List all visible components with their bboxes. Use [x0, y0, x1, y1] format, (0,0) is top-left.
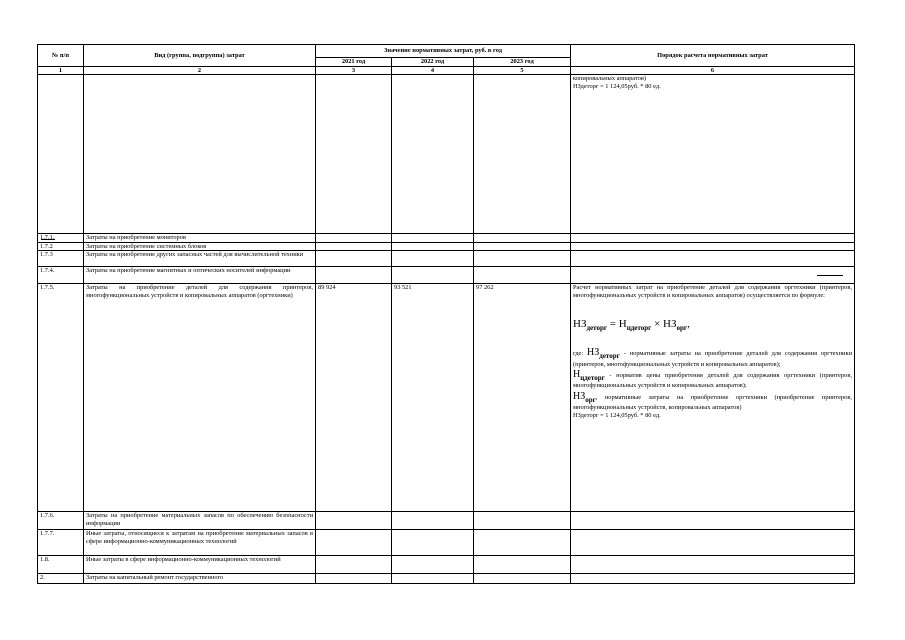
index-cell: 4	[392, 67, 474, 75]
row-number: 1.7.6.	[38, 512, 84, 530]
header-year-2021: 2021 год	[316, 58, 392, 67]
table-row	[38, 530, 855, 556]
row-number: 1.7.5.	[38, 284, 84, 512]
stray-line	[41, 239, 55, 240]
table-row	[38, 251, 855, 267]
continuation-row	[38, 75, 855, 234]
header-num: № п/п	[38, 45, 84, 67]
index-cell: 1	[38, 67, 84, 75]
header-row	[38, 45, 855, 58]
definition-2: $Н_{цдеторг}$ - норматив цены приобретения деталей для содержания оргтехники (принтеров, многофункциональных устройств и копировальных аппаратов);	[573, 369, 852, 390]
header-type: Вид (группа, подгруппа) затрат	[84, 45, 316, 67]
table-row	[38, 284, 855, 512]
index-row	[38, 67, 855, 75]
row-name: Затраты на приобретение системных блоков	[84, 242, 316, 250]
row-name: Затраты на приобретение материальных запасов по обеспечению безопасности информации	[84, 512, 316, 530]
definition-1: где: $НЗ_{деторг}$ - нормативные затраты на приобретение деталей для содержания оргтехники (принтеров, многофункциональных устройств и копировальных аппаратов);	[573, 347, 852, 368]
row-name: Затраты на приобретение магнитных и оптических носителей информации	[84, 267, 316, 284]
table-row	[38, 242, 855, 250]
table-row	[38, 512, 855, 530]
row-name: Затраты на приобретение других запасных частей для вычислительной техники	[84, 251, 316, 267]
index-cell: 2	[84, 67, 316, 75]
calc-result: НЗдеторг = 1 124,05руб. * 80 ед.	[573, 411, 661, 419]
index-cell: 5	[474, 67, 571, 75]
continuation-cell	[571, 75, 855, 234]
row-name: Затраты на приобретение мониторов	[84, 234, 316, 242]
row-number: 1.8.	[38, 556, 84, 574]
value-2022: 93 521	[392, 284, 474, 512]
row-number: 1.7.1.	[38, 234, 84, 242]
table-row	[38, 234, 855, 242]
calculation-cell	[571, 284, 855, 512]
table-row	[38, 267, 855, 284]
row-name: Затраты на приобретение деталей для содержания принтеров, многофункциональных устройств и копировальных аппаратов (оргтехники)	[84, 284, 316, 512]
header-year-2023: 2023 год	[474, 58, 571, 67]
stray-line	[817, 275, 843, 276]
row-name: Иные затраты, относящиеся к затратам на приобретение материальных запасов в сфере информационно-коммуникационных технологий	[84, 530, 316, 556]
row-name: Затраты на капитальный ремонт государственного	[84, 574, 316, 584]
table-row	[38, 556, 855, 574]
continuation-line: копировальных аппаратов)	[573, 75, 646, 83]
row-number: 1.7.3	[38, 251, 84, 267]
calc-intro: Расчет нормативных затрат на приобретение деталей для содержания оргтехники (принтеров, многофункциональных устройств и копировальных аппаратов) осуществляется по формуле:	[573, 284, 852, 299]
table-row	[38, 574, 855, 584]
row-number: 1.7.7.	[38, 530, 84, 556]
formula: $НЗ_{деторг} = Н_{цдеторг} \times НЗ_{орг}$,	[573, 318, 690, 333]
row-number: 1.7.2	[38, 242, 84, 250]
continuation-result: НЗдеторг = 1 124,05руб. * 80 ед.	[573, 82, 661, 90]
definition-3: $НЗ_{орг}$, нормативные затраты на приобретение оргтехники (приобретение принтеров, многофункциональных устройств, копировальных аппаратов)	[573, 390, 852, 412]
header-order: Порядок расчета нормативных затрат	[571, 45, 855, 67]
row-number: 1.7.4.	[38, 267, 84, 284]
index-cell: 3	[316, 67, 392, 75]
value-2023: 97 262	[474, 284, 571, 512]
row-name: Иные затраты в сфере информационно-коммуникационных технологий	[84, 556, 316, 574]
norm-costs-table	[37, 44, 855, 584]
row-number: 2.	[38, 574, 84, 584]
header-year-2022: 2022 год	[392, 58, 474, 67]
value-2021: 89 924	[316, 284, 392, 512]
index-cell: 6	[571, 67, 855, 75]
header-values: Значение нормативных затрат, руб. в год	[316, 45, 571, 58]
